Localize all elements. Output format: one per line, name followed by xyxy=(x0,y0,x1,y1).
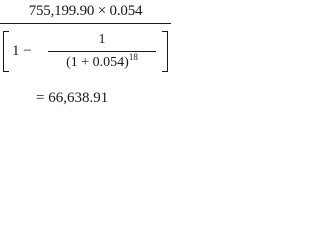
right-bracket xyxy=(162,31,168,72)
one-minus: 1 − xyxy=(12,43,32,59)
inner-fraction-bar xyxy=(48,51,156,52)
formula xyxy=(0,0,171,111)
exponent: 18 xyxy=(128,52,138,62)
numerator: 755,199.90 × 0.054 xyxy=(28,3,143,19)
left-bracket xyxy=(3,31,9,72)
inner-denominator-base: (1 + 0.054) xyxy=(66,55,129,70)
result: = 66,638.91 xyxy=(36,90,109,106)
fraction-bar xyxy=(0,23,171,24)
inner-numerator: 1 xyxy=(98,32,106,47)
inner-denominator xyxy=(48,52,156,70)
